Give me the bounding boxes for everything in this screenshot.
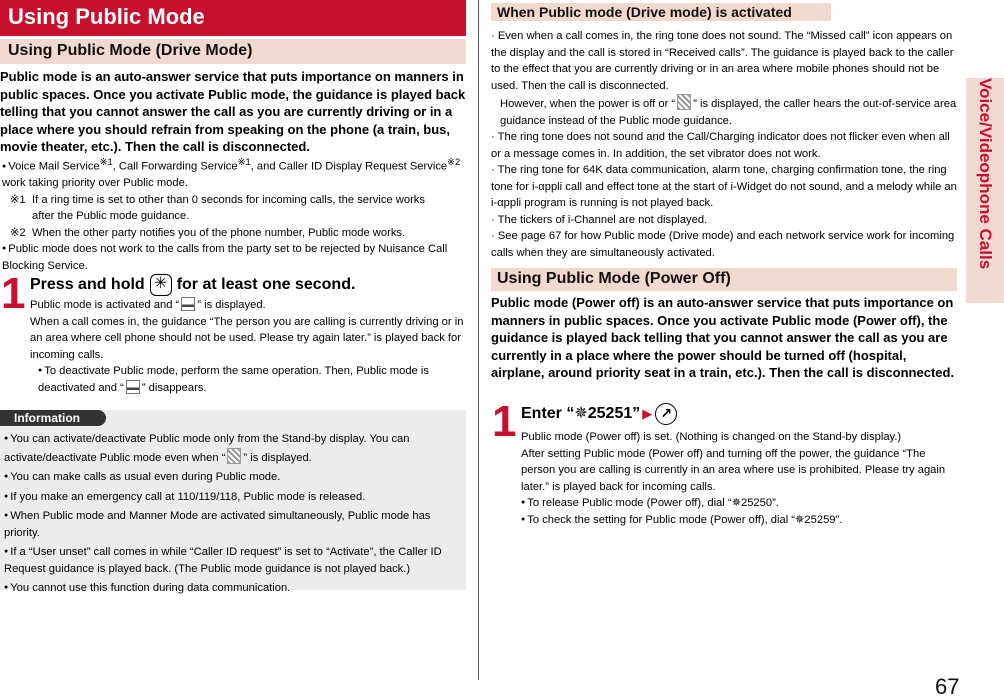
- notes-list: [2, 154, 466, 274]
- note-item: · The ring tone does not sound and the Call/Charging indicator does not flicker even when all or a message comes in. In addition, the set vibrator does not work.: [491, 131, 950, 160]
- chapter-tab-label: Voice/Videophone Calls: [976, 78, 995, 270]
- note-nuisance-blocking: ● Public mode does not work to the calls from the party set to be rejected by Nuisance Call Blocking Service.: [2, 241, 466, 274]
- note-item: · See page 67 for how Public mode (Drive mode) and each network service work for incoming calls when they are simultaneously activated.: [491, 230, 955, 259]
- page-title: Using Public Mode: [0, 0, 466, 36]
- footnote-1-continued: after the Public mode guidance.: [32, 210, 190, 223]
- power-off-intro: Public mode (Power off) is an auto-answer service that puts importance on manners in public spaces. Once you activate Public mode (Power off), the guidance is played back telling that you cannot answer the call as you are currently in a place where the power should be turned off (hospital, airplane, around priority seat in a train, etc.). Then the call is disconnected.: [491, 295, 955, 380]
- step-result: Public mode is activated and “ ” is displayed.: [30, 299, 266, 311]
- section-title-drive-mode: Using Public Mode (Drive Mode): [0, 39, 466, 64]
- column-divider: [478, 0, 479, 680]
- note-item: · Even when a call comes in, the ring tone does not sound. The “Missed call” icon appears on the display and the call is stored in “Received calls”. The guidance is played back to the caller to the effect that you are currently driving or in an area where mobile phones should not be used. Then the call is disconnected.: [491, 30, 954, 92]
- step-heading: Enter “✵25251” ▶ ↗: [521, 403, 677, 425]
- note-item: · The tickers of i-Channel are not displayed.: [491, 213, 708, 226]
- step-guidance: When a call comes in, the guidance “The person you are calling is currently driving or in an area where cell phone should not be used. Please try again later.” is played back for incoming calls.: [30, 315, 464, 361]
- info-item: ● You can activate/deactivate Public mode only from the Stand-by display. You can activate/deactivate Public mode even when “ ” is displayed.: [4, 431, 464, 466]
- public-mode-icon: [126, 380, 140, 394]
- page-number: 67: [935, 674, 960, 697]
- information-label: Information: [0, 410, 106, 426]
- step-heading: Press and hold ✳ for at least one second.: [30, 274, 355, 296]
- out-of-service-icon: [677, 94, 691, 110]
- step-body: [521, 429, 959, 528]
- note-network-services: ● Voice Mail Service$^{※1}$, Call Forwarding Service$^{※1}$, and Caller ID Display Request Service$^{※2}$ work taking priority over Public mode.: [2, 154, 466, 192]
- footnote-1: ※1 If a ring time is set to other than 0 seconds for incoming calls, the service works: [10, 193, 425, 206]
- step-number: 1: [1, 269, 26, 318]
- check-note: ● To check the setting for Public mode (Power off), dial “✵25259”.: [521, 512, 959, 529]
- step-result: Public mode (Power off) is set. (Nothing is changed on the Stand-by display.): [521, 431, 902, 443]
- info-item: ● When Public mode and Manner Mode are activated simultaneously, Public mode has priority.: [4, 508, 464, 541]
- information-box: [0, 410, 466, 594]
- arrow-icon: ▶: [642, 406, 653, 422]
- step-number: 1: [492, 397, 517, 446]
- note-item-continued: However, when the power is off or “ ” is displayed, the caller hears the out-of-service area guidance instead of the Public mode guidance.: [491, 94, 959, 129]
- step-guidance: After setting Public mode (Power off) and turning off the power, the guidance “The person you are calling is currently in an area where use is prohibited. Please try again later.” is played back for incoming calls.: [521, 447, 946, 493]
- footnote-2: ※2 When the other party notifies you of the phone number, Public mode works.: [10, 226, 406, 239]
- step-body: [30, 297, 466, 396]
- asterisk-key-icon: ✳: [150, 274, 172, 296]
- intro-paragraph: Public mode is an auto-answer service that puts importance on manners in public spaces. Once you activate Public mode, the guidance is played back telling that you cannot answer the call as you are currently driving or in a place where you should refrain from speaking on the phone (a train, bus, movie theater, etc.). Then the call is disconnected.: [0, 69, 466, 154]
- section-title-power-off: Using Public Mode (Power Off): [491, 268, 957, 291]
- step-deactivate-note: ● To deactivate Public mode, perform the same operation. Then, Public mode is deactivated and “ ” disappears.: [30, 363, 466, 396]
- drive-mode-notes: [491, 28, 959, 261]
- information-list: [4, 431, 464, 600]
- note-item: · The ring tone for 64K data communication, alarm tone, charging confirmation tone, the ring tone for i-αppli call and effect tone at the start of i-Widget do not sound, and a melody while an i-αppli program is running is not played back.: [491, 164, 957, 209]
- release-note: ● To release Public mode (Power off), dial “✵25250”.: [521, 495, 959, 512]
- info-item: ● You cannot use this function during data communication.: [4, 580, 464, 597]
- info-item: ● If a “User unset” call comes in while “Caller ID request” is set to “Activate”, the Caller ID Request guidance is played back. (The Public mode guidance is not played back.): [4, 544, 464, 577]
- out-of-service-icon: [227, 448, 241, 464]
- public-mode-icon: [181, 297, 195, 311]
- info-item: ● You can make calls as usual even during Public mode.: [4, 469, 464, 486]
- section-title-drive-activated: When Public mode (Drive mode) is activated: [491, 3, 831, 21]
- info-item: ● If you make an emergency call at 110/119/118, Public mode is released.: [4, 489, 464, 506]
- call-key-icon: ↗: [655, 403, 677, 425]
